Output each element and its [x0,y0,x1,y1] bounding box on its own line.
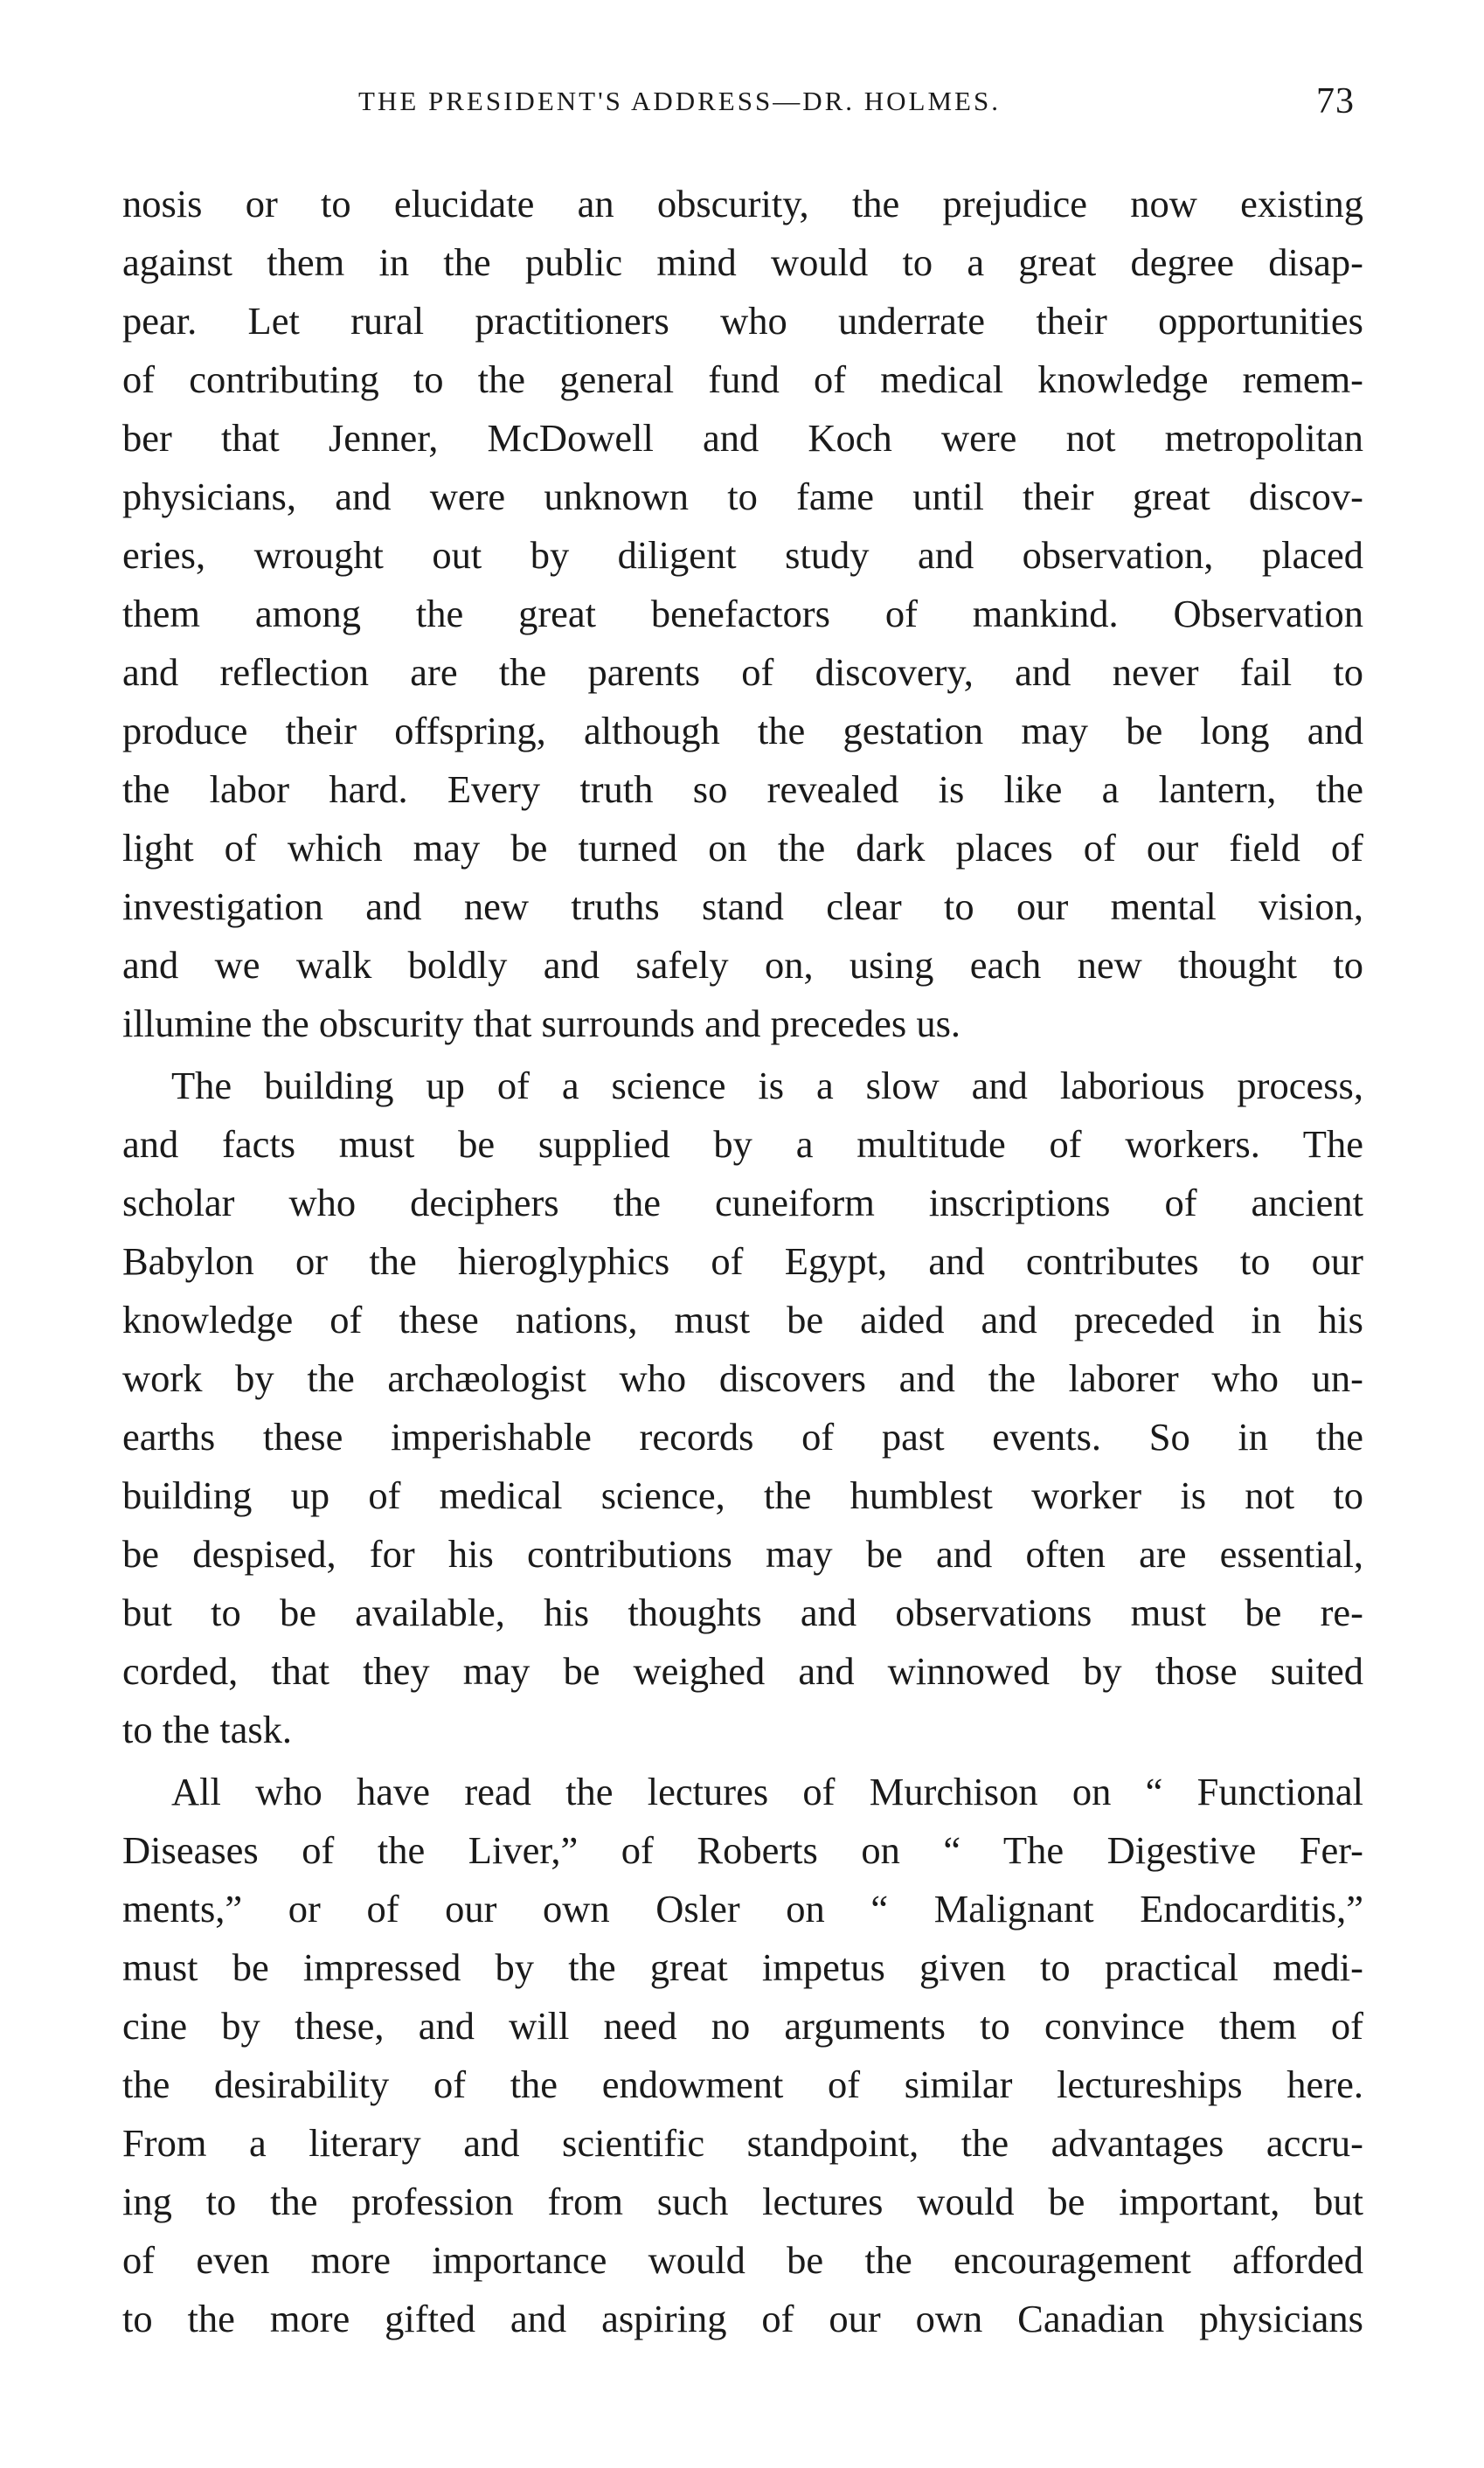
text-line: knowledge of these nations, must be aided and preceded in his [122,1298,1363,1341]
text-line: light of which may be turned on the dark places of our field of [122,826,1363,870]
text-line: eries, wrought out by diligent study and observation, placed [122,533,1363,577]
body-text [122,175,1363,2348]
text-line: the desirability of the endowment of similar lectureships here. [122,2062,1363,2106]
paragraph-3 [122,1763,1363,2348]
text-line: the labor hard. Every truth so revealed is like a lantern, the [122,767,1363,811]
text-line: pear. Let rural practitioners who underrate their opportunities [122,299,1363,343]
text-line: All who have read the lectures of Murchison on “ Functional [171,1770,1363,1813]
text-line: to the task. [122,1708,293,1751]
text-line: them among the great benefactors of mankind. Observation [122,592,1363,635]
text-line: of even more importance would be the encouragement afforded [122,2238,1363,2282]
text-line: of contributing to the general fund of medical knowledge remem- [122,357,1363,401]
text-line: ing to the profession from such lectures would be important, but [122,2180,1363,2223]
text-line: and we walk boldly and safely on, using each new thought to [122,943,1363,987]
text-line: produce their offspring, although the gestation may be long and [122,709,1363,752]
text-line: work by the archæologist who discovers and the laborer who un- [122,1356,1363,1400]
text-line: illumine the obscurity that surrounds and precedes us. [122,1002,961,1045]
text-line: must be impressed by the great impetus given to practical medi- [122,1945,1363,1989]
text-line: earths these imperishable records of past events. So in the [122,1415,1363,1459]
text-line: but to be available, his thoughts and observations must be re- [122,1591,1363,1634]
paragraph-1 [122,175,1363,1053]
text-line: be despised, for his contributions may be and often are essential, [122,1532,1363,1576]
text-line: physicians, and were unknown to fame until their great discov- [122,475,1363,518]
text-line: ber that Jenner, McDowell and Koch were not metropolitan [122,416,1363,460]
text-line: and reflection are the parents of discovery, and never fail to [122,650,1363,694]
text-line: Babylon or the hieroglyphics of Egypt, and contributes to our [122,1239,1363,1283]
text-line: against them in the public mind would to a great degree disap- [122,240,1363,284]
text-line: building up of medical science, the humblest worker is not to [122,1473,1363,1517]
paragraph-2 [122,1057,1363,1759]
text-line: From a literary and scientific standpoint, the advantages accru- [122,2121,1363,2165]
text-line: investigation and new truths stand clear to our mental vision, [122,884,1363,928]
text-line: Diseases of the Liver,” of Roberts on “ The Digestive Fer- [122,1828,1363,1872]
running-head [122,80,1363,133]
text-line: The building up of a science is a slow and laborious process, [171,1064,1363,1107]
text-line: and facts must be supplied by a multitude of workers. The [122,1122,1363,1166]
text-line: ments,” or of our own Osler on “ Malignant Endocarditis,” [122,1887,1363,1931]
text-line: nosis or to elucidate an obscurity, the prejudice now existing [122,182,1363,225]
running-title: THE PRESIDENT'S ADDRESS—DR. HOLMES. [358,86,1001,116]
text-line: corded, that they may be weighed and winnowed by those suited [122,1649,1363,1693]
text-line: cine by these, and will need no arguments to convince them of [122,2004,1363,2048]
text-line: to the more gifted and aspiring of our own Canadian physicians [122,2297,1363,2340]
text-line: scholar who deciphers the cuneiform inscriptions of ancient [122,1181,1363,1224]
page-number: 73 [1316,81,1355,121]
